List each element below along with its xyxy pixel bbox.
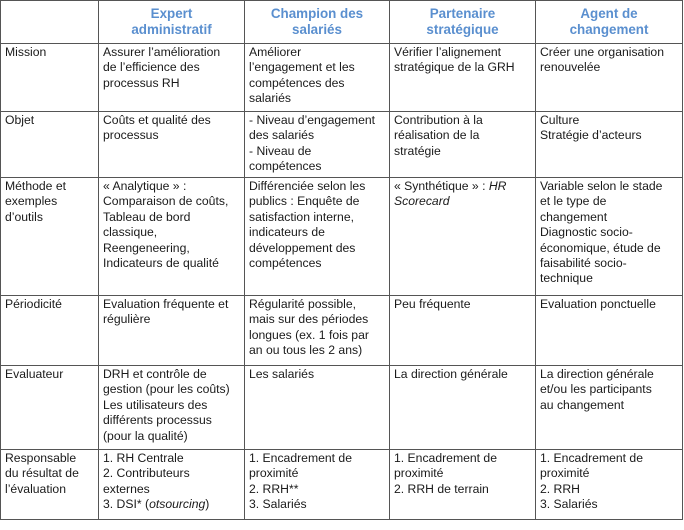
cell-line: Indicateurs de qualité (103, 256, 219, 271)
cell-line: Objet (5, 113, 35, 127)
table-cell (99, 44, 245, 112)
cell-line: mais sur des périodes (249, 312, 369, 327)
cell-line: 1. Encadrement de (394, 451, 497, 465)
table-cell (99, 296, 245, 366)
header-text: salariés (292, 22, 342, 37)
table-cell (536, 112, 683, 178)
table-cell (390, 366, 536, 450)
table-cell (245, 366, 390, 450)
cell-line: faisabilité socio- (540, 256, 627, 271)
table-cell (99, 366, 245, 450)
header-text: Champion des (270, 6, 364, 21)
cell-text-italic: otsourcing (149, 497, 206, 512)
table-cell (390, 296, 536, 366)
cell-line: Périodicité (5, 297, 62, 311)
table-cell (390, 178, 536, 296)
cell-line: proximité (540, 466, 590, 481)
row-periodicite (1, 296, 683, 366)
cell-line: Tableau de bord (103, 209, 191, 224)
cell-line: proximité (249, 466, 299, 481)
cell-line: stratégie (394, 143, 441, 158)
table-cell (245, 296, 390, 366)
cell-line: - Niveau de (249, 143, 312, 158)
cell-line: Evaluation ponctuelle (540, 297, 656, 311)
cell-line: compétences (249, 159, 322, 174)
header-text: Agent de (580, 6, 638, 21)
cell-line: de l’efficience des (103, 60, 200, 75)
cell-line (103, 497, 241, 512)
cell-line: Peu fréquente (394, 297, 471, 311)
cell-line: renouvelée (540, 60, 601, 75)
table-cell (245, 44, 390, 112)
table-cell (536, 178, 683, 296)
cell-line: Stratégie d’acteurs (540, 128, 642, 143)
cell-line: technique (540, 271, 593, 286)
cell-line: 1. RH Centrale (103, 451, 184, 465)
cell-line: Evaluation fréquente et (103, 297, 229, 311)
table-cell (390, 44, 536, 112)
cell-line: régulière (103, 312, 151, 327)
header-text: Partenaire (429, 6, 496, 21)
header-text: administratif (131, 22, 212, 37)
cell-line: Vérifier l’alignement (394, 45, 502, 59)
header-partenaire-strategique (390, 1, 536, 44)
cell-line: et le type de (540, 194, 607, 209)
row-label (1, 450, 99, 520)
cell-line: au changement (540, 397, 625, 412)
row-mission (1, 44, 683, 112)
cell-text: 3. DSI* ( (103, 497, 150, 512)
cell-line: Méthode et (5, 179, 66, 193)
header-text: changement (569, 22, 649, 37)
cell-line: Assurer l’amélioration (103, 45, 221, 59)
cell-line: longues (ex. 1 fois par (249, 327, 369, 342)
cell-line: changement (540, 209, 608, 224)
cell-line: Responsable (5, 451, 77, 465)
row-responsable (1, 450, 683, 520)
cell-line: Evaluateur (5, 367, 64, 381)
cell-text-italic: HR (488, 179, 507, 193)
cell-line: différents processus (103, 413, 212, 428)
table-cell (536, 296, 683, 366)
header-agent-de-changement (536, 1, 683, 44)
cell-line: La direction générale (540, 367, 654, 381)
cell-line: l’engagement et les (249, 60, 355, 75)
cell-line: l’évaluation (5, 481, 66, 496)
cell-line: (pour la qualité) (103, 428, 188, 443)
cell-line: 2. RRH** (249, 481, 299, 496)
cell-line: et/ou les participants (540, 382, 652, 397)
cell-line: Les utilisateurs des (103, 397, 208, 412)
row-label (1, 366, 99, 450)
cell-line: stratégique de la GRH (394, 60, 515, 75)
row-label (1, 178, 99, 296)
cell-line: Régularité possible, (249, 297, 357, 311)
cell-line: 2. RRH (540, 481, 580, 496)
header-expert-administratif (99, 1, 245, 44)
cell-line: 3. Salariés (249, 497, 307, 512)
table-cell (536, 44, 683, 112)
cell-line: La direction générale (394, 367, 508, 381)
cell-line: Scorecard (394, 194, 450, 209)
cell-line: DRH et contrôle de (103, 367, 207, 381)
header-corner-cell (1, 1, 99, 44)
table-cell (245, 112, 390, 178)
cell-line: « Analytique » : (103, 179, 187, 193)
cell-line: processus (103, 128, 159, 143)
cell-line: - Niveau d’engagement (249, 113, 376, 127)
table-cell (99, 112, 245, 178)
table-cell (536, 450, 683, 520)
cell-line: exemples (5, 194, 58, 209)
header-text: Expert (150, 6, 193, 21)
cell-line: compétences (249, 256, 322, 271)
cell-line: 1. Encadrement de (540, 451, 643, 465)
cell-line: Mission (5, 45, 47, 59)
cell-line: économique, étude de (540, 240, 661, 255)
cell-line: Contribution à la (394, 113, 483, 127)
cell-line: Reengeneering, (103, 240, 190, 255)
row-evaluateur (1, 366, 683, 450)
cell-line: Variable selon le stade (540, 179, 663, 193)
table-cell (99, 450, 245, 520)
cell-line: développement des (249, 240, 356, 255)
cell-line: des salariés (249, 128, 315, 143)
table-cell (99, 178, 245, 296)
cell-line: publics : Enquête de (249, 194, 360, 209)
cell-line: processus RH (103, 75, 180, 90)
cell-line: Diagnostic socio- (540, 225, 633, 240)
table-cell (536, 366, 683, 450)
cell-line: 1. Encadrement de (249, 451, 352, 465)
cell-line: du résultat de (5, 466, 79, 481)
header-row (1, 1, 683, 44)
row-methode (1, 178, 683, 296)
cell-line: an ou tous les 2 ans) (249, 343, 363, 358)
cell-line: 2. RRH de terrain (394, 481, 489, 496)
cell-text: « Synthétique » : (394, 179, 489, 193)
row-label (1, 112, 99, 178)
cell-line: Différenciée selon les (249, 179, 366, 193)
table-cell (245, 450, 390, 520)
header-champion-des-salaries (245, 1, 390, 44)
row-label (1, 44, 99, 112)
cell-line: Les salariés (249, 367, 315, 381)
cell-line: réalisation de la (394, 128, 480, 143)
cell-line: 3. Salariés (540, 497, 598, 512)
cell-line: classique, (103, 225, 158, 240)
row-label (1, 296, 99, 366)
header-text: stratégique (426, 22, 499, 37)
cell-line: Créer une organisation (540, 45, 664, 59)
cell-line: Culture (540, 113, 580, 127)
cell-line: salariés (249, 91, 291, 106)
cell-line: Coûts et qualité des (103, 113, 211, 127)
row-objet (1, 112, 683, 178)
cell-line: compétences des (249, 75, 345, 90)
cell-line: indicateurs de (249, 225, 325, 240)
cell-line: proximité (394, 466, 444, 481)
table-cell (390, 450, 536, 520)
cell-text: ) (205, 497, 210, 512)
table-cell (390, 112, 536, 178)
table-cell (245, 178, 390, 296)
cell-line: Améliorer (249, 45, 302, 59)
cell-line: gestion (pour les coûts) (103, 382, 230, 397)
cell-line: Comparaison de coûts, (103, 194, 229, 209)
cell-line: 2. Contributeurs (103, 466, 190, 481)
cell-line: d’outils (5, 209, 43, 224)
cell-line: externes (103, 481, 150, 496)
cell-line: satisfaction interne, (249, 209, 355, 224)
cell-line (394, 179, 532, 194)
